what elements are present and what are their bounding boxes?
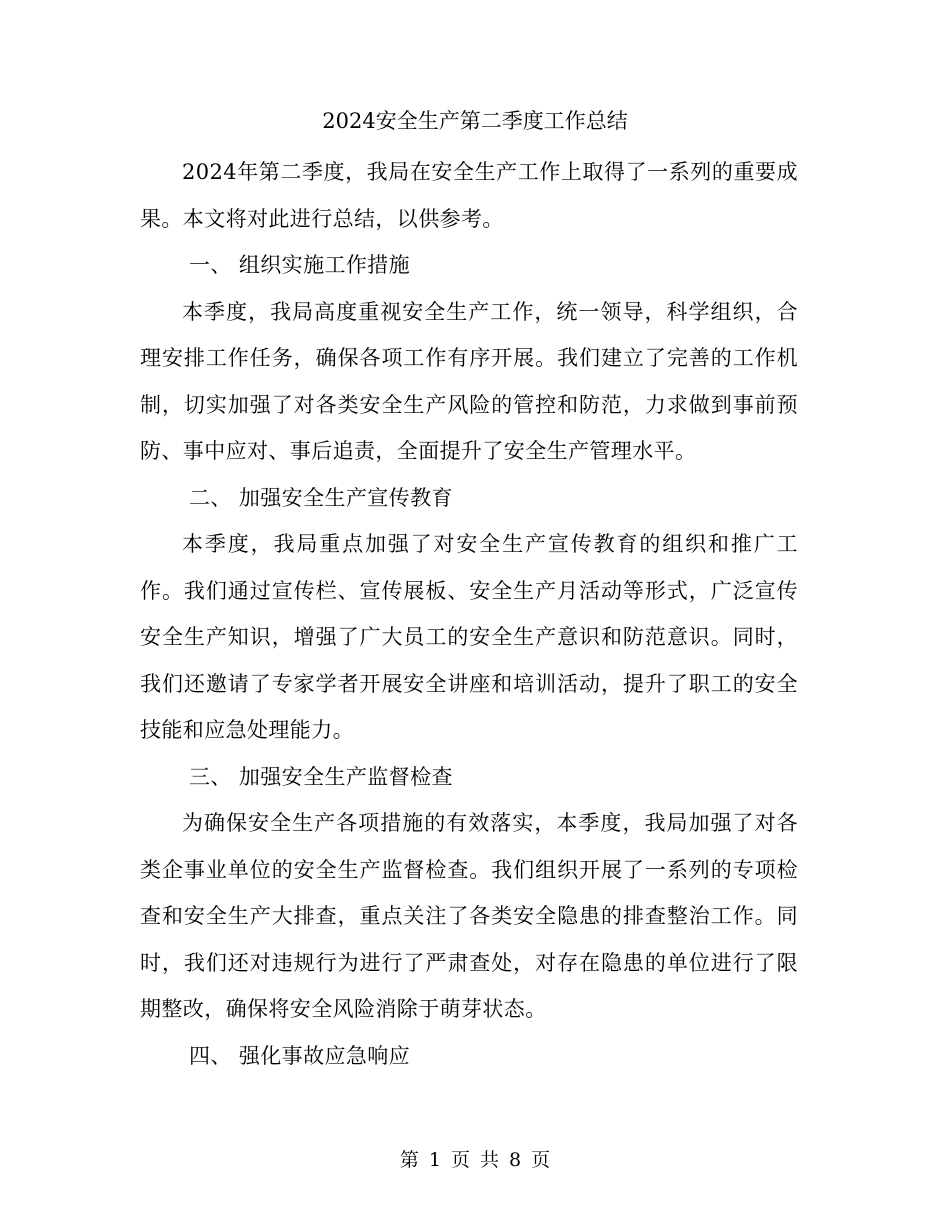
document-body <box>140 149 798 1079</box>
section-4-heading: 四、 强化事故应急响应 <box>189 1043 411 1068</box>
section-3-heading: 三、 加强安全生产监督检查 <box>189 764 453 789</box>
section-3-paragraph: 为确保安全生产各项措施的有效落实，本季度，我局加强了对各类企事业单位的安全生产监督检查。我们组织开展了一系列的专项检查和安全生产大排查，重点关注了各类安全隐患的排查整治工作。同时，我们还对违规行为进行了严肃查处，对存在隐患的单位进行了限期整改，确保将安全风险消除于萌芽状态。 <box>140 811 798 1021</box>
section-1-paragraph: 本季度，我局高度重视安全生产工作，统一领导，科学组织，合理安排工作任务，确保各项工作有序开展。我们建立了完善的工作机制，切实加强了对各类安全生产风险的管控和防范，力求做到事前预防、事中应对、事后追责，全面提升了安全生产管理水平。 <box>140 299 798 463</box>
page-footer: 第 1 页 共 8 页 <box>399 1149 551 1171</box>
intro-paragraph: 2024年第二季度，我局在安全生产工作上取得了一系列的重要成果。本文将对此进行总结，以供参考。 <box>140 160 798 231</box>
document-title: 2024安全生产第二季度工作总结 <box>322 109 628 133</box>
section-2-paragraph: 本季度，我局重点加强了对安全生产宣传教育的组织和推广工作。我们通过宣传栏、宣传展板、安全生产月活动等形式，广泛宣传安全生产知识，增强了广大员工的安全生产意识和防范意识。同时，我们还邀请了专家学者开展安全讲座和培训活动，提升了职工的安全技能和应急处理能力。 <box>140 532 798 742</box>
section-1-heading: 一、 组织实施工作措施 <box>189 253 411 277</box>
section-2-heading: 二、 加强安全生产宣传教育 <box>189 485 453 510</box>
